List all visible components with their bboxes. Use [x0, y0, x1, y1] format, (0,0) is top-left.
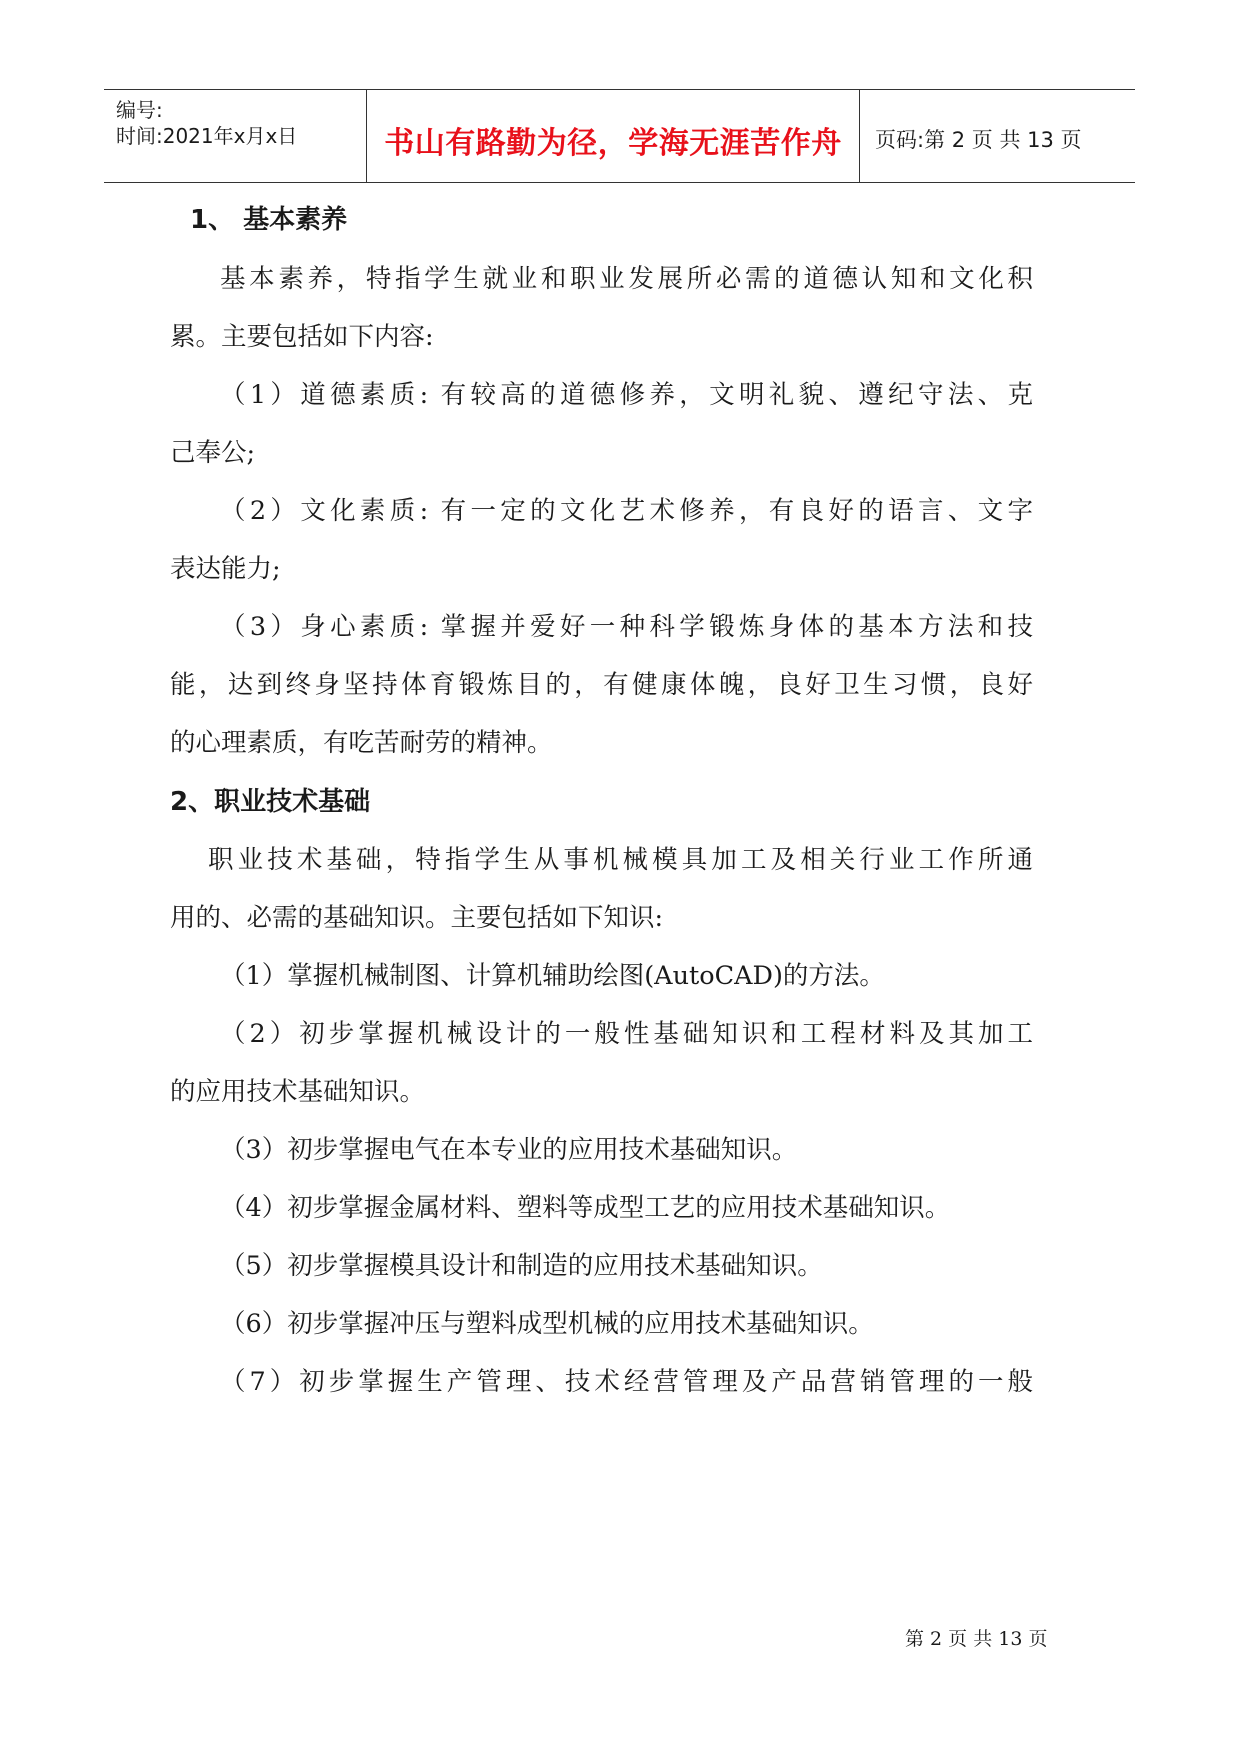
list-item-line: （1）道德素质: 有较高的道德修养，文明礼貌、遵纪守法、克	[220, 380, 1033, 410]
document-header	[104, 89, 1135, 183]
page-footer: 第 2 页 共 13 页	[905, 1628, 1048, 1650]
header-meta-cell	[104, 90, 367, 182]
header-motto: 书山有路勤为径，学海无涯苦作舟	[384, 126, 842, 161]
section-heading-technical-foundation: 2、职业技术基础	[170, 787, 371, 817]
header-motto-cell	[367, 90, 860, 182]
list-item-line: 的心理素质，有吃苦耐劳的精神。	[170, 728, 553, 758]
list-item-line: （2）文化素质: 有一定的文化艺术修养，有良好的语言、文字	[220, 496, 1033, 526]
list-item-line: （3）初步掌握电气在本专业的应用技术基础知识。	[220, 1135, 798, 1165]
section-heading-basic-literacy: 1、 基本素养	[190, 205, 348, 235]
list-item-line: 的应用技术基础知识。	[170, 1077, 426, 1107]
list-item-line: 能，达到终身坚持体育锻炼目的，有健康体魄，良好卫生习惯，良好	[170, 670, 1033, 700]
document-number-label: 编号:	[116, 98, 163, 122]
list-item-line: 表达能力;	[170, 554, 281, 584]
paragraph-line: 累。主要包括如下内容:	[170, 322, 434, 352]
paragraph-line: 用的、必需的基础知识。主要包括如下知识:	[170, 903, 664, 933]
header-page-cell	[860, 90, 1135, 182]
list-item-line: （7）初步掌握生产管理、技术经营管理及产品营销管理的一般	[220, 1367, 1033, 1397]
paragraph-line: 基本素养，特指学生就业和职业发展所必需的道德认知和文化积	[220, 264, 1033, 294]
list-item-line: （1）掌握机械制图、计算机辅助绘图(AutoCAD)的方法。	[220, 961, 885, 991]
list-item-line: （5）初步掌握模具设计和制造的应用技术基础知识。	[220, 1251, 823, 1281]
list-item-line: （4）初步掌握金属材料、塑料等成型工艺的应用技术基础知识。	[220, 1193, 951, 1223]
document-time-label: 时间:2021年x月x日	[116, 124, 298, 148]
paragraph-line: 职业技术基础，特指学生从事机械模具加工及相关行业工作所通	[208, 845, 1033, 875]
list-item-line: （2）初步掌握机械设计的一般性基础知识和工程材料及其加工	[220, 1019, 1033, 1049]
list-item-line: 己奉公;	[170, 438, 256, 468]
header-page-info: 页码:第 2 页 共 13 页	[875, 128, 1082, 152]
list-item-line: （3）身心素质: 掌握并爱好一种科学锻炼身体的基本方法和技	[220, 612, 1033, 642]
list-item-line: （6）初步掌握冲压与塑料成型机械的应用技术基础知识。	[220, 1309, 874, 1339]
